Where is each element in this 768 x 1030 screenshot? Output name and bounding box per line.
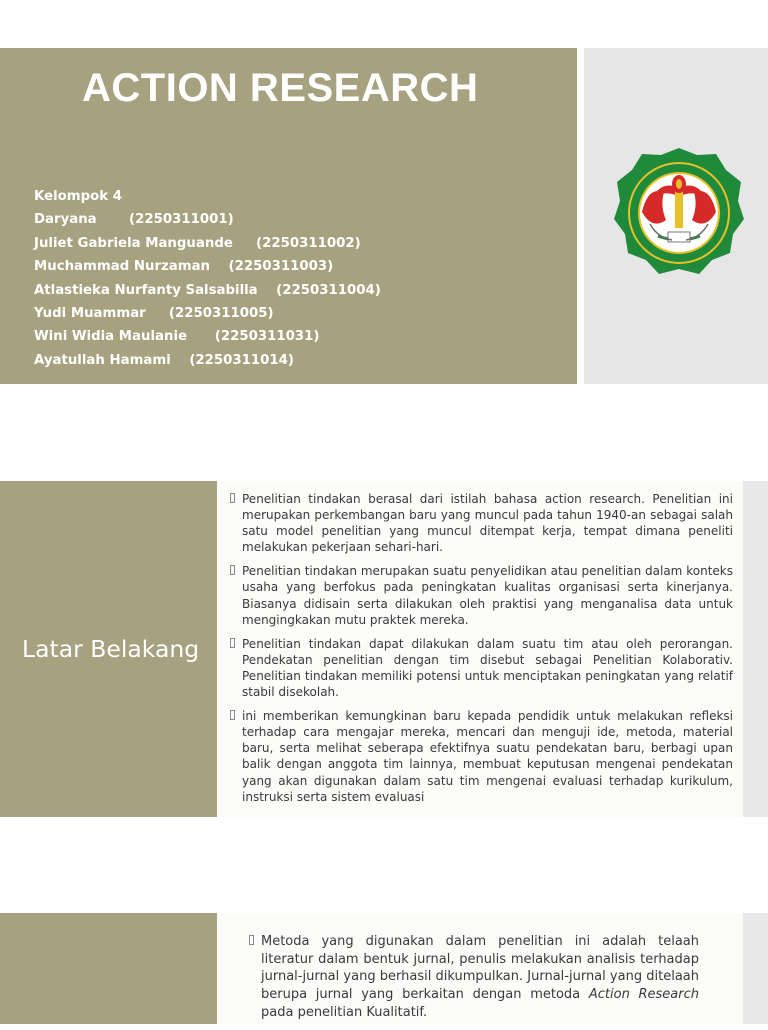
heading-panel	[0, 913, 217, 1024]
section-heading: Latar Belakang	[22, 635, 200, 663]
bullet-marker-icon	[230, 638, 235, 648]
bullet-text: ini memberikan kemungkinan baru kepada pendidik untuk melakukan refleksi terhadap cara mengajar mereka, mencari dan menguji ide, metoda, material baru, serta melihat seberapa efektifnya suatu pendekatan baru, berbagi upan balik dengan anggota tim lainnya, membuat keputusan mengenai pendekatan yang akan digunakan dalam satu tim mengenai evaluasi terhadap kurikulum, instruksi serta sistem evaluasi	[242, 709, 733, 804]
university-emblem-icon	[612, 146, 746, 280]
bullet-text: Penelitian tindakan merupakan suatu penyelidikan atau penelitian dalam konteks usaha yang berfokus pada peningkatan kualitas organisasi serta kinerjanya. Biasanya didisain serta dilakukan oleh praktisi yang menganalisa data untuk mengingkakan mutu praktek mereka.	[242, 564, 733, 627]
member-line: Yudi Muammar (2250311005)	[34, 305, 274, 321]
member-line: Daryana (2250311001)	[34, 212, 234, 228]
list-item	[249, 933, 699, 1022]
member-line: Juliet Gabriela Manguande (2250311002)	[34, 235, 361, 251]
list-item	[230, 563, 733, 627]
slide-title	[0, 48, 768, 384]
bullet-list	[230, 491, 733, 813]
bullet-marker-icon	[230, 565, 235, 575]
title-panel	[0, 48, 577, 384]
bullet-text-italic: Action Research	[588, 987, 700, 1003]
bullet-text: Metoda yang digunakan dalam penelitian ini adalah telaah literatur dalam bentuk jurnal, penulis melakukan analisis terhadap jurnal-jurnal yang berhasil dikumpulkan. Jurnal-jurnal yang ditelaah berupa jurnal yang berkaitan dengan metoda	[261, 934, 699, 1003]
bullet-text: Penelitian tindakan dapat dilakukan dalam suatu tim atau oleh perorangan. Pendekatan penelitian dengan tim disebut sebagai Penelitian Kolaborativ. Penelitian tindakan memiliki potensi untuk menciptakan peningkatan yang relatif stabil disekolah.	[242, 636, 733, 700]
bullet-marker-icon	[230, 493, 235, 503]
member-line: Atlastieka Nurfanty Salsabilla (2250311004)	[34, 282, 381, 298]
slide-latar-belakang	[0, 481, 768, 817]
bullet-text: Penelitian tindakan berasal dari istilah bahasa action research. Penelitian ini merupakan perkembangan baru yang muncul pada tahun 1940-an sebagai salah satu model penelitian yang muncul ditempat kerja, tempat dimana peneliti melakukan pekerjaan sehari-hari.	[242, 492, 733, 555]
slide-title-text: ACTION RESEARCH	[82, 66, 479, 110]
member-line: Muchammad Nurzaman (2250311003)	[34, 259, 334, 275]
side-strip	[743, 913, 768, 1024]
side-strip	[743, 481, 768, 817]
member-list	[34, 185, 381, 372]
list-item	[230, 491, 733, 555]
bullet-list	[249, 933, 699, 1030]
list-item	[230, 708, 733, 805]
member-line: Wini Widia Maulanie (2250311031)	[34, 329, 320, 345]
list-item	[230, 636, 733, 700]
heading-panel	[0, 481, 217, 817]
bullet-marker-icon	[230, 710, 235, 720]
slide-metode	[0, 913, 768, 1024]
member-line: Ayatullah Hamami (2250311014)	[34, 352, 294, 368]
bullet-marker-icon	[249, 935, 254, 945]
member-line: Kelompok 4	[34, 189, 123, 204]
bullet-text-end: pada penelitian Kualitatif.	[261, 1004, 428, 1020]
